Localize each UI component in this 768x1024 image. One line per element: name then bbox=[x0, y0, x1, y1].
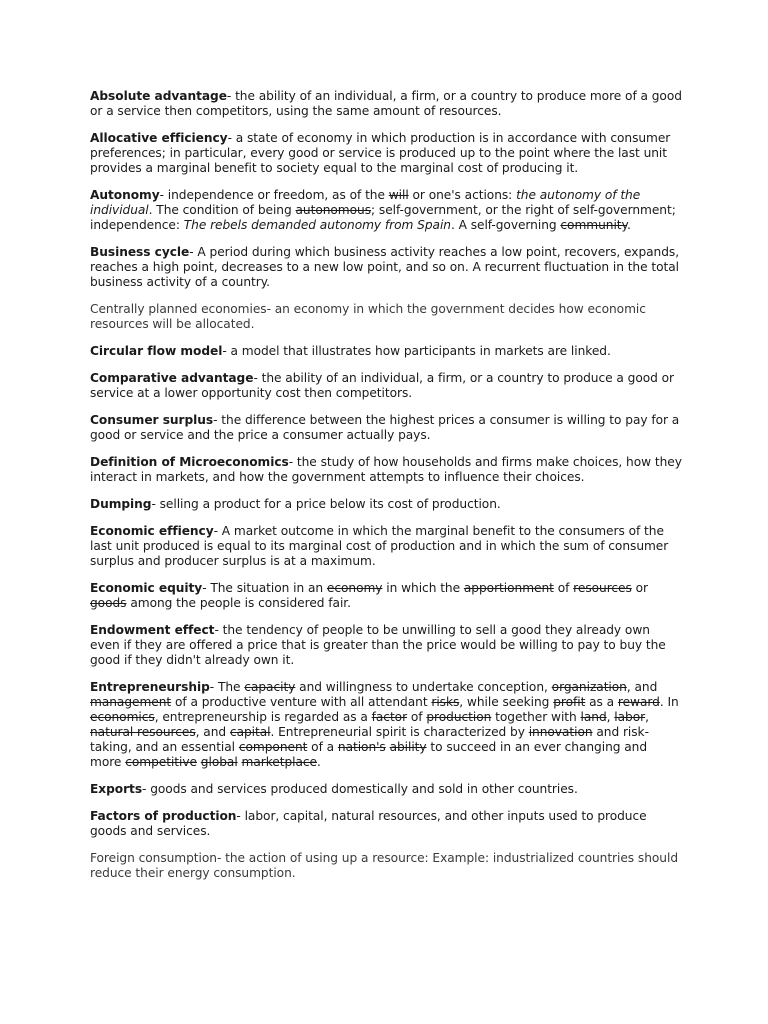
example-text: The rebels demanded autonomy from Spain bbox=[183, 218, 451, 232]
struck-link-text: capacity bbox=[244, 680, 296, 694]
definition-text: - the ability of an individual, a firm, or a country to produce a good or service at a lower opportunity cost then competitors. bbox=[90, 371, 675, 400]
definition-text: - labor, capital, natural resources, and other inputs used to produce goods and services. bbox=[90, 809, 647, 838]
struck-link-text: global bbox=[200, 755, 238, 769]
struck-link-text: land bbox=[580, 710, 607, 724]
definition-text: Foreign consumption- the action of using up a resource: Example: industrialized countries should reduce their energy consumption. bbox=[90, 851, 679, 880]
struck-link-text: marketplace bbox=[241, 755, 317, 769]
glossary-content bbox=[90, 89, 682, 893]
definition-text: and willingness to undertake conception, bbox=[295, 680, 552, 694]
glossary-entry-circular-flow-model bbox=[90, 344, 682, 359]
definition-text: ; self-government, or the right of self-government; independence: bbox=[90, 203, 676, 232]
definition-text: of bbox=[407, 710, 427, 724]
glossary-term: Autonomy bbox=[90, 188, 160, 202]
glossary-entry-exports bbox=[90, 782, 682, 797]
definition-text: . In bbox=[659, 695, 679, 709]
definition-text: , and bbox=[195, 725, 230, 739]
definition-text: of a productive venture with all attendant bbox=[171, 695, 432, 709]
struck-link-text: autonomous bbox=[295, 203, 372, 217]
definition-text: , and bbox=[626, 680, 658, 694]
struck-link-text: innovation bbox=[528, 725, 593, 739]
definition-text: . bbox=[317, 755, 321, 769]
definition-text: - the difference between the highest prices a consumer is willing to pay for a good or service and the price a consumer actually pays. bbox=[90, 413, 680, 442]
definition-text: of bbox=[553, 581, 574, 595]
struck-link-text: apportionment bbox=[463, 581, 554, 595]
definition-text: - the tendency of people to be unwilling to sell a good they already own even if they are offered a price that is greater than the price would be willing to pay to buy the good if they didn't already own it. bbox=[90, 623, 666, 667]
glossary-entry-allocative-efficiency bbox=[90, 131, 682, 176]
definition-text: - A market outcome in which the marginal benefit to the consumers of the last unit produced is equal to its marginal cost of production and in which the sum of consumer surplus and producer surplus is at a maximum. bbox=[90, 524, 669, 568]
struck-link-text: competitive bbox=[125, 755, 197, 769]
struck-link-text: capital bbox=[229, 725, 271, 739]
glossary-term: Absolute advantage bbox=[90, 89, 227, 103]
definition-text: , bbox=[645, 710, 649, 724]
example-text: the autonomy of the individual bbox=[90, 188, 641, 217]
struck-link-text: profit bbox=[553, 695, 586, 709]
struck-link-text: natural resources bbox=[90, 725, 196, 739]
definition-text: - A period during which business activity reaches a low point, recovers, expands, reaches a high point, decreases to a new low point, and so on. A recurrent fluctuation in the total business activity of a country. bbox=[90, 245, 680, 289]
struck-link-text: organization bbox=[551, 680, 627, 694]
definition-text: or bbox=[631, 581, 648, 595]
glossary-term: Exports bbox=[90, 782, 143, 796]
struck-link-text: reward bbox=[617, 695, 660, 709]
glossary-term: Consumer surplus bbox=[90, 413, 214, 427]
struck-link-text: community bbox=[560, 218, 627, 232]
definition-text: , bbox=[606, 710, 615, 724]
glossary-entry-dumping bbox=[90, 497, 682, 512]
glossary-entry-centrally-planned-economies bbox=[90, 302, 682, 332]
definition-text: of a bbox=[307, 740, 338, 754]
definition-text: - the study of how households and firms make choices, how they interact in markets, and how the government attempts to influence their choices. bbox=[90, 455, 682, 484]
glossary-term: Circular flow model bbox=[90, 344, 223, 358]
glossary-term: Allocative efficiency bbox=[90, 131, 228, 145]
definition-text: , while seeking bbox=[459, 695, 554, 709]
definition-text: - independence or freedom, as of the bbox=[159, 188, 389, 202]
glossary-entry-business-cycle bbox=[90, 245, 682, 290]
definition-text: and risk-taking, and an essential bbox=[90, 725, 649, 754]
definition-text: , entrepreneurship is regarded as a bbox=[154, 710, 372, 724]
definition-text: - The situation in an bbox=[202, 581, 327, 595]
struck-link-text: economy bbox=[326, 581, 383, 595]
glossary-entry-factors-of-production bbox=[90, 809, 682, 839]
struck-link-text: nation's bbox=[337, 740, 386, 754]
glossary-term: Economic equity bbox=[90, 581, 203, 595]
definition-text: among the people is considered fair. bbox=[126, 596, 351, 610]
glossary-term: Entrepreneurship bbox=[90, 680, 210, 694]
struck-link-text: factor bbox=[371, 710, 408, 724]
glossary-term: Business cycle bbox=[90, 245, 190, 259]
glossary-term: Factors of production bbox=[90, 809, 237, 823]
definition-text: . bbox=[626, 218, 631, 232]
glossary-term: Dumping bbox=[90, 497, 152, 511]
glossary-entry-foreign-consumption bbox=[90, 851, 682, 881]
glossary-entry-entrepreneurship bbox=[90, 680, 682, 770]
glossary-entry-economic-effiency bbox=[90, 524, 682, 569]
definition-text: - a model that illustrates how participants in markets are linked. bbox=[222, 344, 611, 358]
struck-link-text: will bbox=[388, 188, 409, 202]
struck-link-text: ability bbox=[389, 740, 427, 754]
definition-text: . A self-governing bbox=[450, 218, 561, 232]
glossary-entry-absolute-advantage bbox=[90, 89, 682, 119]
definition-text: . Entrepreneurial spirit is characterized by bbox=[270, 725, 529, 739]
glossary-entry-comparative-advantage bbox=[90, 371, 682, 401]
struck-link-text: resources bbox=[573, 581, 632, 595]
struck-link-text: production bbox=[426, 710, 492, 724]
definition-text: - The bbox=[209, 680, 245, 694]
definition-text: together with bbox=[491, 710, 581, 724]
definition-text: Centrally planned economies- an economy in which the government decides how economic resources will be allocated. bbox=[90, 302, 646, 331]
struck-link-text: goods bbox=[90, 596, 127, 610]
glossary-entry-definition-of-microeconomics bbox=[90, 455, 682, 485]
definition-text: or one's actions: bbox=[408, 188, 517, 202]
definition-text: - goods and services produced domestically and sold in other countries. bbox=[142, 782, 578, 796]
definition-text: in which the bbox=[382, 581, 464, 595]
definition-text: as a bbox=[585, 695, 618, 709]
glossary-term: Comparative advantage bbox=[90, 371, 254, 385]
definition-text: - selling a product for a price below its cost of production. bbox=[151, 497, 501, 511]
glossary-entry-economic-equity bbox=[90, 581, 682, 611]
glossary-term: Definition of Microeconomics bbox=[90, 455, 289, 469]
definition-text: - the ability of an individual, a firm, or a country to produce more of a good or a service then competitors, using the same amount of resources. bbox=[90, 89, 682, 118]
definition-text: to succeed in an ever changing and more bbox=[90, 740, 648, 769]
struck-link-text: economics bbox=[90, 710, 155, 724]
glossary-term: Economic effiency bbox=[90, 524, 214, 538]
glossary-entry-autonomy bbox=[90, 188, 682, 233]
struck-link-text: component bbox=[238, 740, 308, 754]
glossary-entry-endowment-effect bbox=[90, 623, 682, 668]
glossary-term: Endowment effect bbox=[90, 623, 215, 637]
struck-link-text: risks bbox=[431, 695, 460, 709]
definition-text: - a state of economy in which production is in accordance with consumer preferences; in particular, every good or service is produced up to the point where the last unit provides a marginal benefit to society equal to the marginal cost of producing it. bbox=[90, 131, 671, 175]
definition-text: . The condition of being bbox=[148, 203, 296, 217]
struck-link-text: labor bbox=[614, 710, 646, 724]
struck-link-text: management bbox=[90, 695, 172, 709]
glossary-entry-consumer-surplus bbox=[90, 413, 682, 443]
